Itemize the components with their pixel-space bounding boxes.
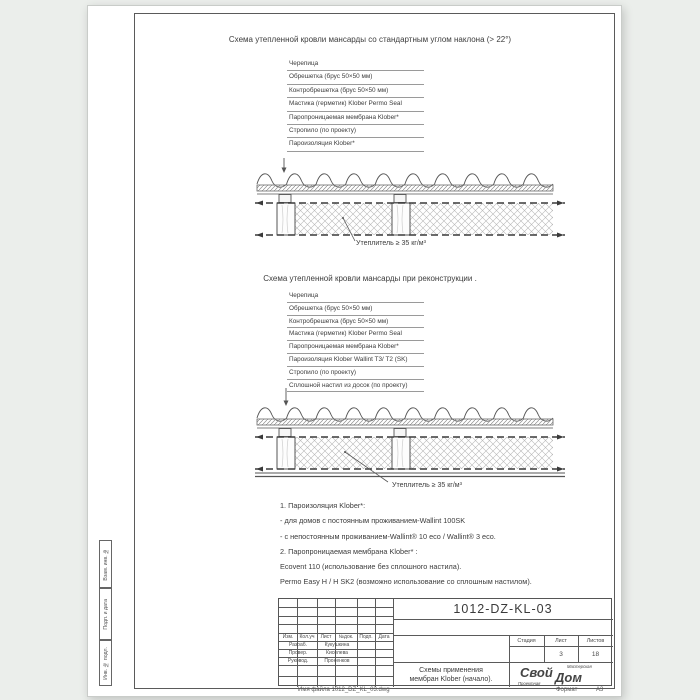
layer-label: Контробрешетка (брус 50×50 мм)	[287, 316, 424, 329]
format-label: Формат	[556, 687, 578, 693]
role-label: Провер.	[288, 650, 308, 656]
role-name: Кукушкина	[324, 642, 350, 648]
notes-block	[280, 498, 600, 590]
format-value: А3	[596, 687, 604, 693]
layer-label: Стропило (по проекту)	[287, 125, 424, 138]
logo-word2: Дом	[555, 670, 582, 685]
file-name-label: Имя файла 1012_DZ_KL_03.dwg	[298, 687, 390, 693]
layer-label: Черепица	[287, 290, 424, 303]
note-line: 1. Пароизоляция Klober*:	[280, 501, 366, 510]
logo-word1: Свой	[520, 665, 553, 680]
layer-label: Мастика (герметик) Klober Permo Seal	[287, 98, 424, 111]
insulation-note-1: Утеплитель ≥ 35 кг/м³	[356, 240, 426, 247]
layer-label: Стропило (по проекту)	[287, 367, 424, 380]
frame-cell-vzam-inv: Взам. инв. №	[99, 540, 112, 588]
stage-label: Стадия	[517, 637, 536, 644]
section1-title: Схема утепленной кровли мансарды со стандартным углом наклона (> 22°)	[228, 35, 512, 44]
sheets-value: 18	[591, 650, 600, 658]
layer-label: Черепица	[287, 58, 424, 71]
insulation-note-2: Утеплитель ≥ 35 кг/м³	[392, 482, 462, 489]
counter-batten	[394, 195, 406, 203]
col-list: Лист	[320, 634, 332, 640]
counter-batten	[279, 195, 291, 203]
insulation-fill	[410, 437, 553, 469]
layer-label: Обрешетка (брус 50×50 мм)	[287, 303, 424, 316]
sheet-label: Лист	[555, 637, 567, 644]
company-logo	[509, 662, 613, 687]
layer-label: Обрешетка (брус 50×50 мм)	[287, 71, 424, 84]
col-ndok: №док.	[338, 634, 354, 640]
layer-label: Паропроницаемая мембрана Klober*	[287, 341, 424, 354]
insulation-fill	[295, 437, 392, 469]
frame-cell-podp-data: Подп. и дата	[99, 588, 112, 640]
col-podp: Подп.	[359, 634, 373, 640]
batten-layer	[257, 185, 553, 191]
layer-label: Пароизоляция Klober Wallint T3/ T2 (SK)	[287, 354, 424, 367]
stage-value	[509, 646, 544, 662]
note-line: Ecovent 110 (использование без сплошного настила).	[280, 562, 462, 572]
note-line: Permo Easy H / H SK2 (возможно использование со сплошным настилом).	[280, 577, 532, 587]
rafter	[392, 437, 410, 469]
layer-label: Паропроницаемая мембрана Klober*	[287, 112, 424, 125]
role-label: Руковод.	[287, 658, 309, 664]
title-block	[278, 598, 612, 686]
role-name: Киселева	[326, 650, 348, 656]
layer-label: Сплошной настил из досок (по проекту)	[287, 380, 424, 393]
note-line: 2. Паропроницаемая мембрана Klober* :	[280, 546, 418, 556]
col-koluch: Кол.уч	[299, 634, 315, 640]
counter-batten	[279, 429, 291, 437]
doc-number: 1012-DZ-KL-03	[453, 602, 553, 616]
sheet-value: 3	[559, 650, 563, 658]
doc-title	[393, 662, 509, 687]
counter-batten	[394, 429, 406, 437]
role-label: Разраб.	[288, 642, 307, 648]
layer-label: Мастика (герметик) Klober Permo Seal	[287, 328, 424, 341]
role-name: Проненков	[324, 658, 350, 664]
section1-layer-list	[287, 58, 424, 152]
rafter	[277, 203, 295, 235]
logo-small-bottom: Проектная	[518, 681, 541, 686]
layer-label: Пароизоляция Klober*	[287, 138, 424, 151]
doc-title-line1: Схемы применения	[419, 666, 483, 674]
roof-section-drawing-2	[255, 388, 565, 496]
doc-title-line2: мембран Klober (начало).	[409, 675, 493, 683]
frame-cell-inv-podl: Инв. № подл.	[99, 640, 112, 686]
col-data: Дата	[378, 634, 390, 640]
batten-layer	[257, 419, 553, 425]
rafter	[277, 437, 295, 469]
section2-layer-list	[287, 290, 424, 392]
note-line: - для домов с постоянным проживанием-Wallint 100SK	[280, 516, 466, 526]
section2-title: Схема утепленной кровли мансарды при реконструкции .	[263, 274, 477, 283]
logo-small-top: Мастерская	[567, 664, 592, 669]
layer-label: Контробрешетка (брус 50×50 мм)	[287, 85, 424, 98]
rafter	[392, 203, 410, 235]
insulation-fill	[410, 203, 553, 235]
col-izm: Изм.	[282, 634, 294, 640]
sheets-label: Листов	[586, 637, 605, 644]
note-line: - с непостоянным проживанием-Wallint® 10 eco / Wallint® 3 eco.	[280, 531, 496, 541]
